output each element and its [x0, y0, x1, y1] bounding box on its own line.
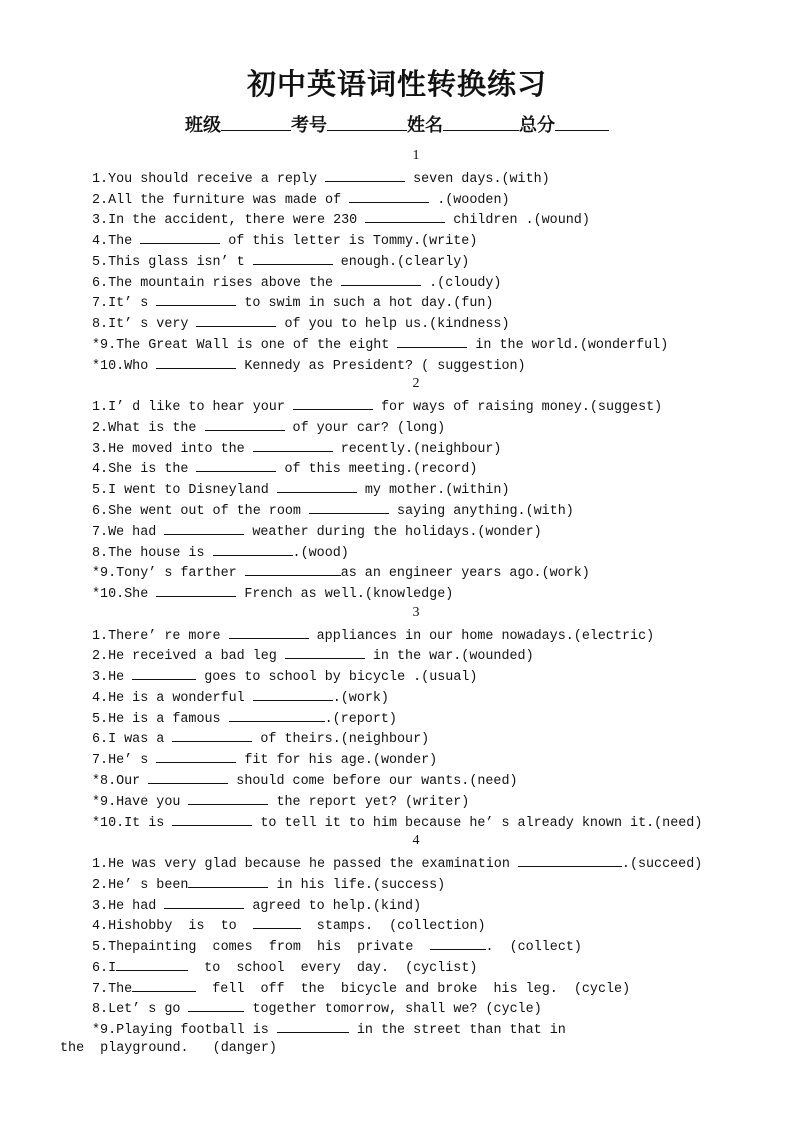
question-item: *9.Tony’ s farther as an engineer years ago.(work): [92, 561, 752, 582]
question-item: 8.The house is .(wood): [92, 541, 752, 562]
question-item: 1.I’ d like to hear your for ways of raising money.(suggest): [92, 395, 752, 416]
score-blank: [555, 112, 609, 131]
answer-blank: [196, 457, 276, 472]
answer-blank: [430, 935, 486, 950]
answer-blank: [156, 582, 236, 597]
class-blank: [221, 112, 291, 131]
answer-blank: [156, 354, 236, 369]
answer-blank: [205, 416, 285, 431]
answer-blank: [164, 520, 244, 535]
answer-blank: [277, 478, 357, 493]
question-item: *10.She French as well.(knowledge): [92, 582, 752, 603]
question-item: 6.She went out of the room saying anything.(with): [92, 499, 752, 520]
question-item: 1.You should receive a reply seven days.(with): [92, 167, 752, 188]
question-item: *10.Who Kennedy as President? ( suggestion): [92, 354, 752, 375]
section-number: 1: [412, 148, 420, 163]
question-item: 5.Thepainting comes from his private . (collect): [92, 935, 752, 956]
score-label: 总分: [519, 115, 555, 136]
answer-blank: [156, 291, 236, 306]
student-info-line: [0, 111, 794, 137]
question-item: 5.He is a famous .(report): [92, 707, 752, 728]
question-item: 3.In the accident, there were 230 children .(wound): [92, 208, 752, 229]
answer-blank: [245, 561, 341, 576]
name-label: 姓名: [407, 115, 443, 136]
question-item: 3.He moved into the recently.(neighbour): [92, 437, 752, 458]
question-item: 5.I went to Disneyland my mother.(within): [92, 478, 752, 499]
question-continuation: the playground. (danger): [60, 1040, 277, 1056]
section-number: 2: [412, 376, 420, 392]
answer-blank: [253, 914, 301, 929]
answer-blank: [213, 541, 293, 556]
answer-blank: [277, 1018, 349, 1033]
question-item: 2.What is the of your car? (long): [92, 416, 752, 437]
question-item: 7.He’ s fit for his age.(wonder): [92, 748, 752, 769]
exam-no-blank: [327, 112, 407, 131]
answer-blank: [349, 188, 429, 203]
answer-blank: [253, 686, 333, 701]
question-item: *8.Our should come before our wants.(need): [92, 769, 752, 790]
question-item: 4.Hishobby is to stamps. (collection): [92, 914, 752, 935]
question-item: *9.Playing football is in the street than that in: [92, 1018, 752, 1039]
answer-blank: [518, 852, 622, 867]
answer-blank: [140, 229, 220, 244]
answer-blank: [253, 250, 333, 265]
answer-blank: [229, 624, 309, 639]
name-blank: [443, 112, 519, 131]
answer-blank: [164, 894, 244, 909]
answer-blank: [293, 395, 373, 410]
answer-blank: [172, 727, 252, 742]
question-item: 3.He goes to school by bicycle .(usual): [92, 665, 752, 686]
question-item: *9.The Great Wall is one of the eight in the world.(wonderful): [92, 333, 752, 354]
question-item: *10.It is to tell it to him because he’ s already known it.(need): [92, 811, 752, 832]
question-item: 1.There’ re more appliances in our home nowadays.(electric): [92, 624, 752, 645]
answer-blank: [188, 873, 268, 888]
question-item: 7.The fell off the bicycle and broke his leg. (cycle): [92, 977, 752, 998]
answer-blank: [188, 790, 268, 805]
answer-blank: [188, 997, 244, 1012]
answer-blank: [341, 271, 421, 286]
answer-blank: [309, 499, 389, 514]
question-item: 3.He had agreed to help.(kind): [92, 894, 752, 915]
exercise-content: [60, 146, 752, 1060]
question-item: 2.He’ s been in his life.(success): [92, 873, 752, 894]
question-item: 6.The mountain rises above the .(cloudy): [92, 271, 752, 292]
question-item: 8.Let’ s go together tomorrow, shall we? (cycle): [92, 997, 752, 1018]
section-number: 4: [412, 833, 420, 849]
answer-blank: [397, 333, 467, 348]
answer-blank: [172, 811, 252, 826]
question-item: 2.He received a bad leg in the war.(wounded): [92, 644, 752, 665]
section-number: 3: [412, 604, 420, 620]
question-item: 1.He was very glad because he passed the examination .(succeed): [92, 852, 752, 873]
question-item: 7.It’ s to swim in such a hot day.(fun): [92, 291, 752, 312]
answer-blank: [132, 665, 196, 680]
class-label: 班级: [185, 115, 221, 136]
question-item: 7.We had weather during the holidays.(wonder): [92, 520, 752, 541]
answer-blank: [285, 644, 365, 659]
question-item: 5.This glass isn’ t enough.(clearly): [92, 250, 752, 271]
answer-blank: [229, 707, 325, 722]
question-item: 8.It’ s very of you to help us.(kindness): [92, 312, 752, 333]
question-item: 4.He is a wonderful .(work): [92, 686, 752, 707]
answer-blank: [132, 977, 196, 992]
answer-blank: [116, 956, 188, 971]
answer-blank: [253, 437, 333, 452]
answer-blank: [196, 312, 276, 327]
exam-no-label: 考号: [291, 115, 327, 136]
question-item: 2.All the furniture was made of .(wooden): [92, 188, 752, 209]
question-item: 4.She is the of this meeting.(record): [92, 457, 752, 478]
question-item: 6.I was a of theirs.(neighbour): [92, 727, 752, 748]
question-item: *9.Have you the report yet? (writer): [92, 790, 752, 811]
question-item: 4.The of this letter is Tommy.(write): [92, 229, 752, 250]
answer-blank: [148, 769, 228, 784]
question-item: 6.I to school every day. (cyclist): [92, 956, 752, 977]
answer-blank: [365, 208, 445, 223]
page-title: 初中英语词性转换练习: [246, 67, 547, 101]
answer-blank: [156, 748, 236, 763]
answer-blank: [325, 167, 405, 182]
